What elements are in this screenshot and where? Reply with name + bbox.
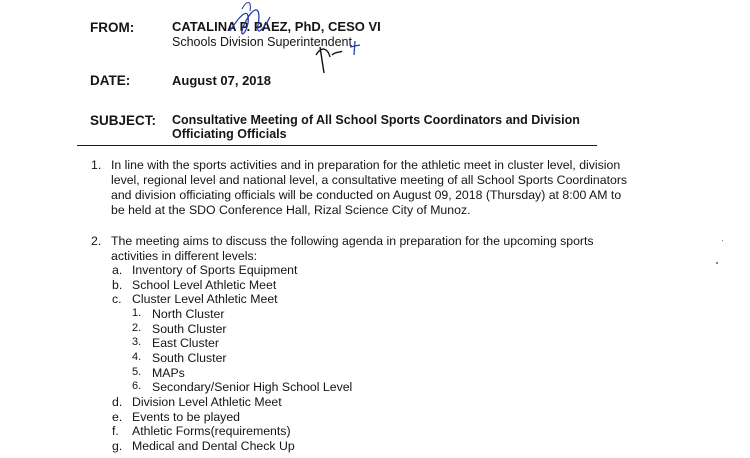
signature-scribble: [200, 0, 380, 75]
para1-line: and division officiating officials will be conducted on August 09, 2018 (Thursday) at 8:00 AM to: [111, 188, 622, 202]
agenda-text: Division Level Athletic Meet: [132, 395, 282, 409]
agenda-text: School Level Athletic Meet: [132, 278, 277, 292]
cluster-marker: 3.: [132, 336, 142, 348]
cluster-marker: 2.: [132, 322, 142, 334]
cluster-marker: 1.: [132, 307, 142, 319]
paper-speck: [716, 262, 718, 264]
cluster-text: MAPs: [152, 366, 185, 380]
subject-line-1: Consultative Meeting of All School Sports Coordinators and Division: [172, 113, 580, 127]
para1-line: In line with the sports activities and in preparation for the athletic meet in cluster level, division: [111, 158, 621, 172]
agenda-marker: f.: [112, 424, 119, 438]
agenda-text: Inventory of Sports Equipment: [132, 263, 298, 277]
agenda-marker: a.: [112, 263, 123, 277]
para1-line: level, regional level and national level, a consultative meeting of all School Sports Coordinators: [111, 173, 628, 187]
agenda-text: Events to be played: [132, 410, 241, 424]
from-label: FROM:: [90, 20, 135, 35]
agenda-marker: b.: [112, 278, 123, 292]
from-title: Schools Division Superintendent: [172, 35, 352, 49]
cluster-text: North Cluster: [152, 307, 225, 321]
cluster-marker: 5.: [132, 366, 142, 378]
para1-number: 1.: [91, 158, 102, 172]
para2-line: The meeting aims to discuss the following agenda in preparation for the upcoming sports: [111, 234, 594, 248]
cluster-text: South Cluster: [152, 351, 227, 365]
subject-line-2: Officiating Officials: [172, 127, 287, 141]
paper-speck: [722, 240, 723, 241]
cluster-text: Secondary/Senior High School Level: [152, 380, 353, 394]
date-value: August 07, 2018: [172, 73, 271, 88]
para1-line: be held at the SDO Conference Hall, Rizal Science City of Munoz.: [111, 203, 471, 217]
agenda-marker: g.: [112, 439, 123, 453]
date-label: DATE:: [90, 73, 131, 88]
agenda-text: Cluster Level Athletic Meet: [132, 292, 278, 306]
agenda-marker: d.: [112, 395, 123, 409]
agenda-marker: c.: [112, 292, 122, 306]
para1: [111, 158, 627, 218]
cluster-text: South Cluster: [152, 322, 227, 336]
cluster-text: East Cluster: [152, 336, 219, 350]
agenda-marker: e.: [112, 410, 123, 424]
para2: [111, 234, 594, 264]
from-name: CATALINA P. PAEZ, PhD, CESO VI: [172, 19, 381, 34]
subject-label: SUBJECT:: [90, 113, 157, 128]
cluster-marker: 4.: [132, 351, 142, 363]
para2-line: activities in different levels:: [111, 249, 258, 263]
agenda-text: Medical and Dental Check Up: [132, 439, 295, 453]
para2-number: 2.: [91, 234, 102, 248]
agenda-text: Athletic Forms(requirements): [132, 424, 291, 438]
header-divider: [77, 145, 597, 146]
cluster-marker: 6.: [132, 380, 142, 392]
